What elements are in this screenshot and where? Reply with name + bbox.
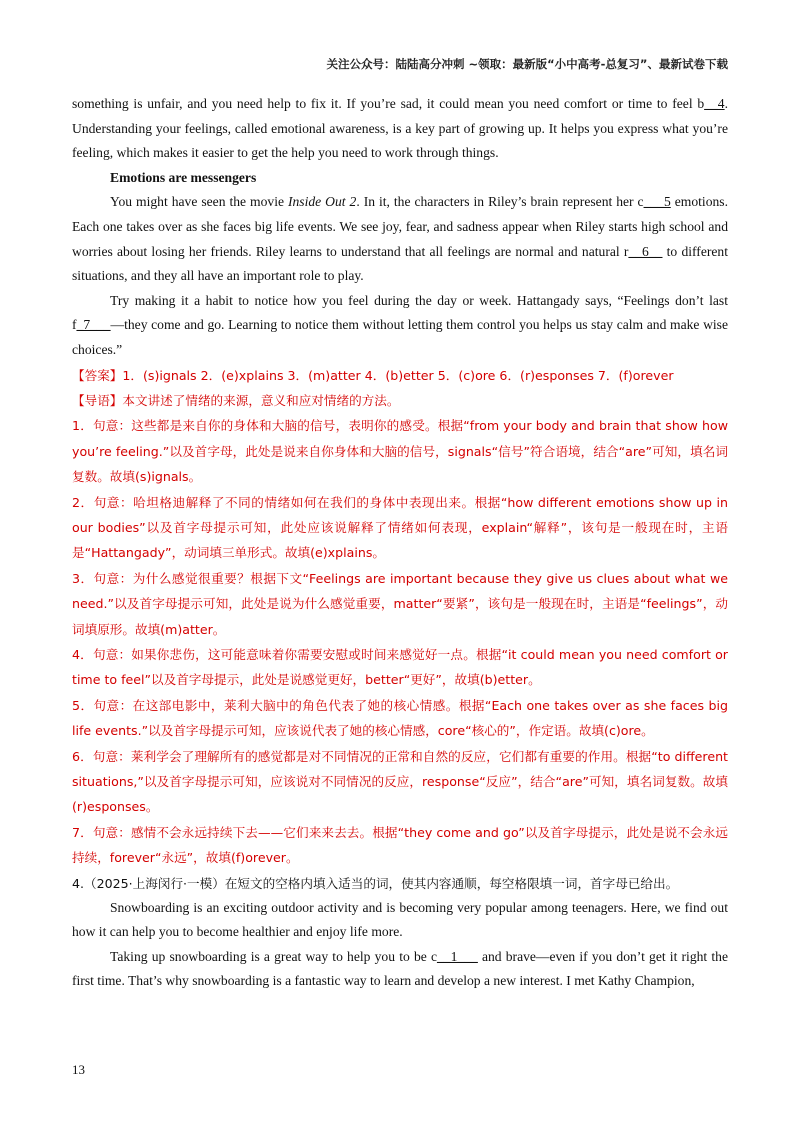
explanation-2: 2．句意：哈坦格迪解释了不同的情绪如何在我们的身体中表现出来。根据“how different emotions show up in our bodies”以及首字母提示可知，此处应该说解释了情绪如何表现，explain“解释”，该句是一般现在时，主语是“Hattangady”，动词填三单形式。故填(e)xplains。 [72, 494, 728, 561]
explanation-3: 3．句意：为什么感觉很重要？根据下文“Feelings are important because they give us clues about what we need.”以及首字母提示可知，此处是说为什么感觉重要，matter“要紧”，该句是一般现在时，主语是“feelings”，动词填原形。故填(m)atter。 [72, 570, 728, 637]
answer-line [72, 363, 728, 388]
question-4-paragraph-1: Snowboarding is an exciting outdoor activity and is becoming very popular among teenagers. Here, we find out how it can help you to become healthier and enjoy life more. [72, 899, 728, 940]
explanation-1: 1．句意：这些都是来自你的身体和大脑的信号，表明你的感受。根据“from your body and brain that show how you’re feeling.”以及首字母，此处是说来自你身体和大脑的信号，signals“信号”符合语境，结合“are”可知，填名词复数。故填(s)ignals。 [72, 418, 728, 485]
question-4-intro: 4.（2025·上海闵行·一模）在短文的空格内填入适当的词，使其内容通顺，每空格限填一词，首字母已给出。 [72, 875, 679, 891]
guide-label: 【导语】 [72, 392, 123, 408]
answer-text: 1．(s)ignals 2．(e)xplains 3．(m)atter 4．(b)etter 5．(c)ore 6．(r)esponses 7．(f)orever [122, 367, 674, 383]
guide-text: 本文讲述了情绪的来源，意义和应对情绪的方法。 [122, 392, 400, 408]
section-heading: Emotions are messengers [110, 169, 257, 185]
blank-7: _7___ [76, 317, 111, 333]
question-4-paragraph-2: Taking up snowboarding is a great way to help you to be c__1___ and brave—even if you don’t get it right the first time. That’s why snowboarding is a fantastic way to learn and develop a new interest. I met Kathy Champion, [72, 948, 728, 989]
blank-4: __4 [704, 96, 725, 111]
explanation-4: 4．句意：如果你悲伤，这可能意味着你需要安慰或时间来感觉好一点。根据“it could mean you need comfort or time to feel”以及首字母提示，此处是说感觉更好，better“更好”，故填(b)etter。 [72, 647, 728, 688]
movie-title: Inside Out 2 [287, 194, 357, 210]
page-number: 13 [72, 1062, 85, 1077]
passage-paragraph-3: Try making it a habit to notice how you feel during the day or week. Hattangady says, “Feelings don’t last f_7___—they come and go. Learning to notice them without letting them control you helps us stay calm and make wise choices.” [72, 292, 728, 357]
guide-line [72, 388, 728, 413]
blank-6: __6__ [628, 243, 663, 259]
explanation-5: 5．句意：在这部电影中，莱利大脑中的角色代表了她的核心情感。根据“Each one takes over as she faces big life events.”以及首字母提示可知，应该说代表了她的核心情感，core“核心的”，作定语。故填(c)ore。 [72, 697, 728, 739]
explanation-7: 7．句意：感情不会永远持续下去——它们来来去去。根据“they come and go”以及首字母提示，此处是说不会永远持续，forever“永远”，故填(f)orever。 [72, 824, 728, 866]
answer-label: 【答案】 [72, 367, 123, 383]
explanation-6: 6．句意：莱利学会了理解所有的感觉都是对不同情况的正常和自然的反应，它们都有重要的作用。根据“to different situations,”以及首字母提示可知，应该说对不同情况的反应，response“反应”，结合“are”可知，填名词复数。故填(r)esponses。 [72, 748, 728, 815]
page-header: 关注公众号：陆陆高分冲刺 ~领取：最新版“小中高考-总复习”、最新试卷下载 [326, 57, 728, 71]
passage-paragraph-2: You might have seen the movie Inside Out 2. In it, the characters in Riley’s brain represent her c___5 emotions. Each one takes over as she faces big life events. We see joy, fear, and sadness appear when Riley starts high school and worries about losing her friends. Riley learns to understand that all feelings are normal and natural r__6__ to different situations, and they all have an important role to play. [72, 194, 728, 284]
q4-blank-1: __1___ [436, 948, 478, 964]
page-content [72, 92, 728, 994]
blank-5: ___5 [643, 194, 671, 210]
passage-paragraph-1: something is unfair, and you need help to fix it. If you’re sad, it could mean you need comfort or time to feel b__4. Understanding your feelings, called emotional awareness, is a key part of growing up. It helps you express what you’re feeling, which makes it easier to get the help you need to work through things. [72, 96, 728, 161]
